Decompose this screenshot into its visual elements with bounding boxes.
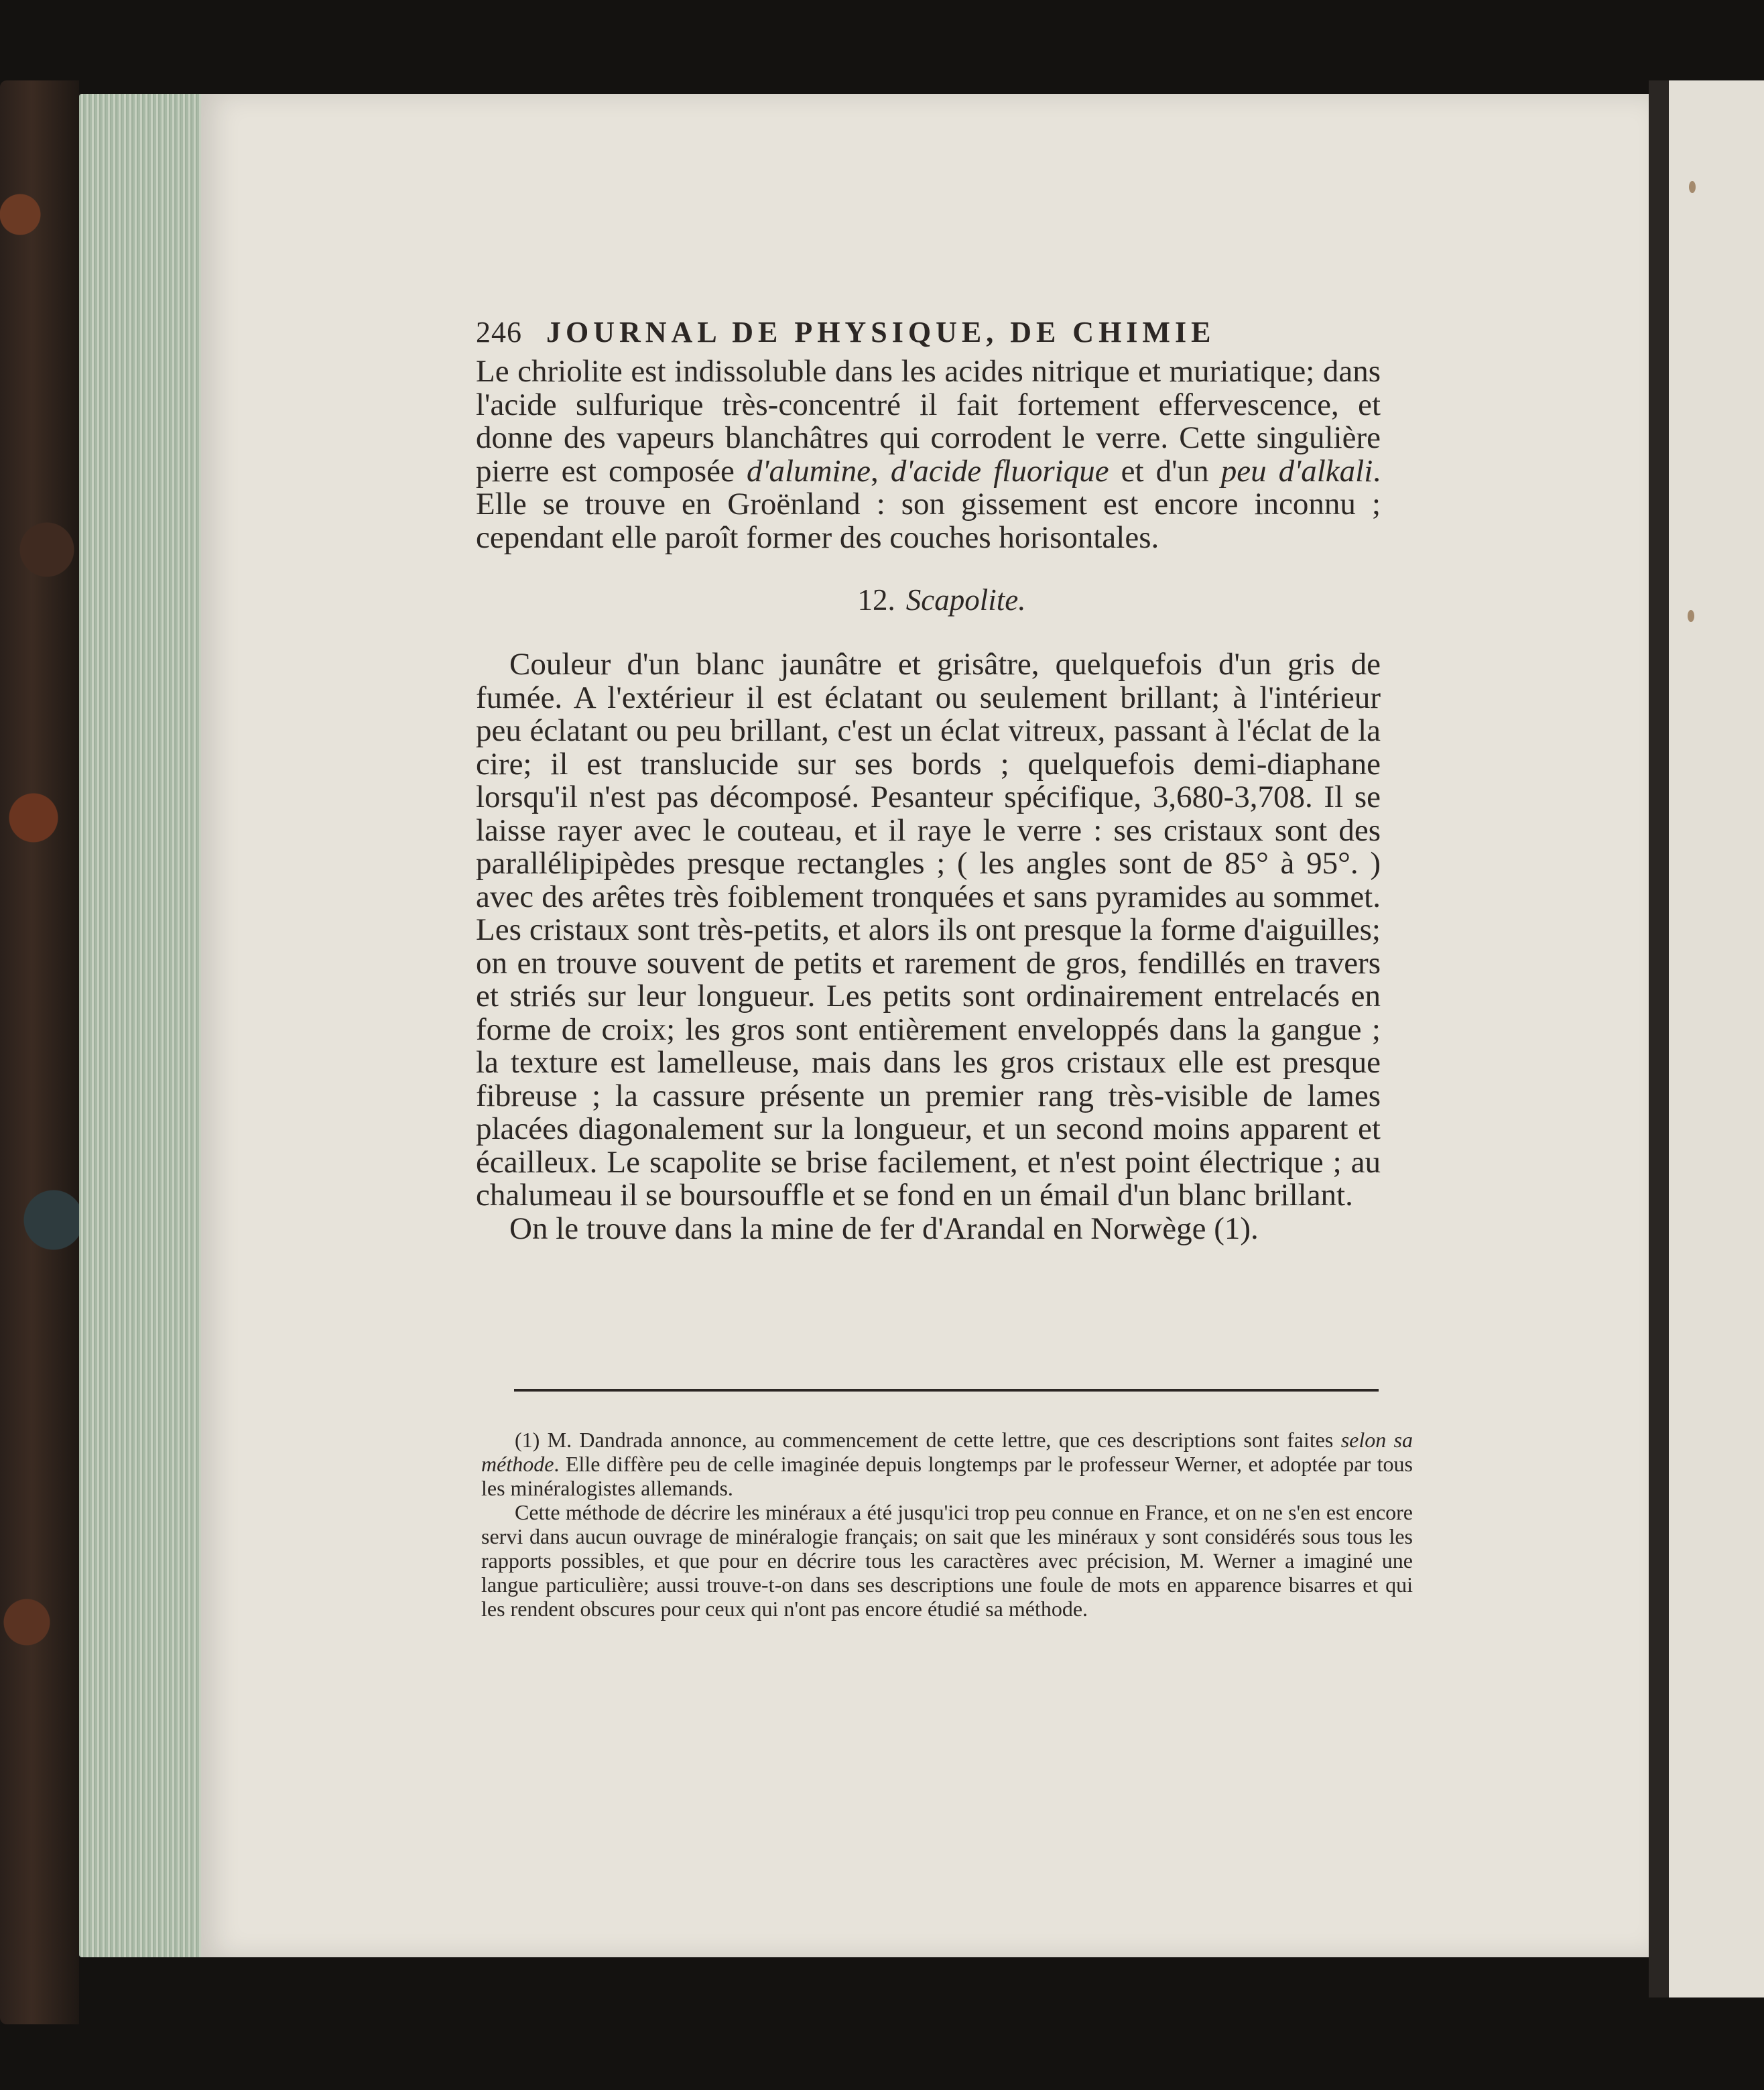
italic-term: selon sa méthode: [481, 1428, 1413, 1476]
location-paragraph: On le trouve dans la mine de fer d'Arandal en Norwège (1).: [509, 1211, 1259, 1246]
running-head: [476, 315, 1381, 355]
italic-term: d'acide fluorique: [890, 453, 1109, 489]
text-run: Le chriolite est indissoluble dans les acides nitrique et muriatique; dans l'acide sulfurique très-concentré il fait fortement effervescence, et donne des vapeurs blanchâtres qui corrodent le verre. Cette singulière pierre est composée: [476, 354, 1381, 489]
text-run: . Elle diffère peu de celle imaginée depuis longtemps par le professeur Werner, et adoptée par tous les minéralogistes allemands.: [481, 1452, 1413, 1500]
italic-term: peu d'alkali: [1220, 453, 1373, 489]
text-run: (1) M. Dandrada annonce, au commencement de cette lettre, que ces descriptions sont faites: [515, 1428, 1341, 1452]
footnote-paragraph: [481, 1428, 1413, 1500]
footnote-block: [481, 1428, 1413, 1621]
paper-spot: [1688, 610, 1694, 622]
page-content: [476, 315, 1381, 1245]
chriolite-paragraph: [476, 355, 1381, 554]
book-binding: [0, 80, 79, 2024]
footnote-rule: [514, 1389, 1379, 1392]
section-heading: [476, 582, 1381, 617]
italic-term: d'alumine: [746, 453, 871, 489]
journal-title: JOURNAL DE PHYSIQUE, DE CHIMIE: [546, 316, 1216, 349]
page-number: 246: [476, 316, 522, 349]
text-run: et d'un: [1109, 453, 1221, 489]
section-title: Scapolite.: [905, 583, 1026, 617]
facing-page-edge: [1649, 80, 1764, 1997]
text-run: ,: [870, 453, 891, 489]
scapolite-paragraph: Couleur d'un blanc jaunâtre et grisâtre, quelquefois d'un gris de fumée. A l'extérieur il est éclatant ou seulement brillant; à l'intérieur peu éclatant ou peu brillant, c'est un éclat vitreux, passant à l'éclat de la cire; il est translucide sur ses bords ; quelquefois demi-diaphane lorsqu'il n'est pas décomposé. Pesanteur spécifique, 3,680-3,708. Il se laisse rayer avec le couteau, et il raye le verre : ses cristaux sont des parallélipipèdes presque rectangles ; ( les angles sont de 85° à 95°. ) avec des arêtes très foiblement tronquées et sans pyramides au sommet. Les cristaux sont très-petits, et alors ils ont presque la forme d'aiguilles; on en trouve souvent de petits et rarement de gros, fendillés en travers et striés sur leur longueur. Les petits sont ordinairement entrelacés en forme de croix; les gros sont entièrement enveloppés dans la gangue ; la texture est lamelleuse, mais dans les gros cristaux elle est presque fibreuse ; la cassure présente un premier rang très-visible de lames placées diagonalement sur la longueur, et un second moins apparent et écailleux. Le scapolite se brise facilement, et n'est point électrique ; au chalumeau il se boursouffle et se fond en un émail d'un blanc brillant.: [476, 647, 1381, 1213]
section-number: 12.: [857, 583, 895, 617]
text-run: . Elle se trouve en Groënland : son gissement est encore inconnu ; cependant elle paroît former des couches horisontales.: [476, 453, 1381, 555]
paper-spot: [1689, 181, 1696, 193]
page-edges: [79, 94, 206, 1957]
footnote-paragraph: Cette méthode de décrire les minéraux a été jusqu'ici trop peu connue en France, et on ne s'en est encore servi dans aucun ouvrage de minéralogie français; on sait que les minéraux y sont considérés sous tous les rapports possibles, et que pour en décrire tous les caractères avec précision, M. Werner a imaginé une langue particulière; aussi trouve-t-on dans ses descriptions une foule de mots en apparence bisarres et qui les rendent obscures pour ceux qui n'ont pas encore étudié sa méthode.: [481, 1500, 1413, 1621]
